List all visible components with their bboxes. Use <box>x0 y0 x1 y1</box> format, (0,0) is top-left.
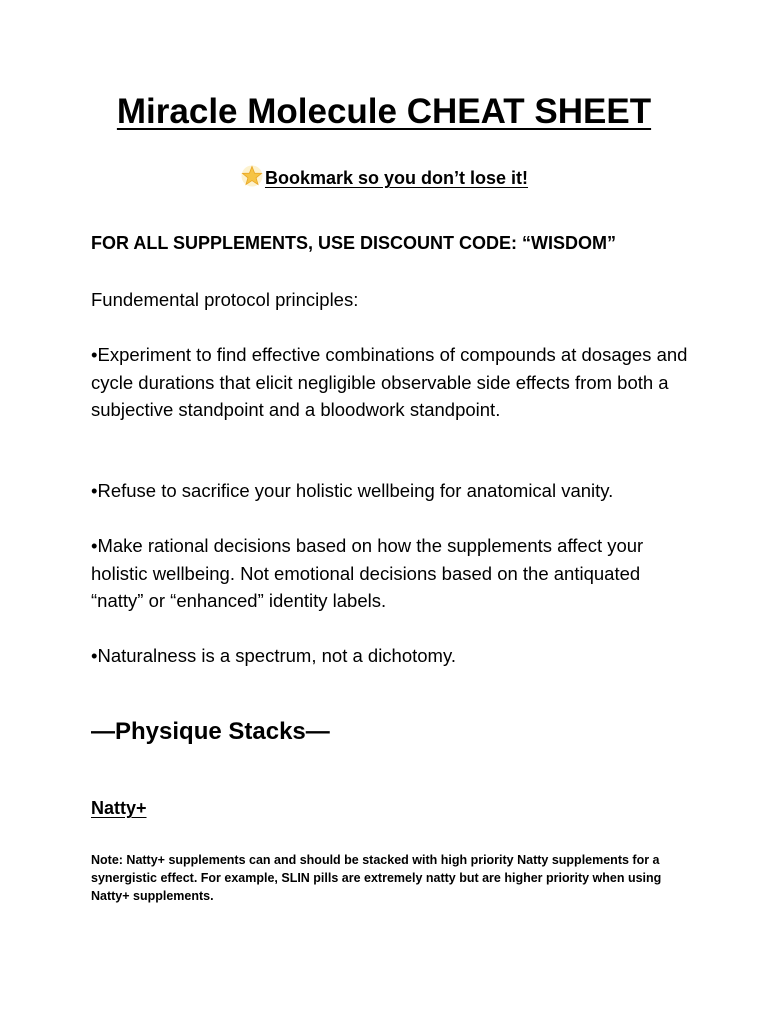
section-heading: —Physique Stacks— <box>91 718 330 745</box>
discount-code-line: FOR ALL SUPPLEMENTS, USE DISCOUNT CODE: “WISDOM” <box>91 233 617 253</box>
principle-item: •Make rational decisions based on how the supplements affect your holistic wellbeing. Not emotional decisions based on the antiquated “natty” or “enhanced” identity labels. <box>91 535 644 611</box>
document-title: Miracle Molecule CHEAT SHEET <box>116 92 652 131</box>
principle-item: •Refuse to sacrifice your holistic wellbeing for anatomical vanity. <box>91 480 614 501</box>
bookmark-text: Bookmark so you don’t lose it! <box>264 168 529 188</box>
note-text: Note: Natty+ supplements can and should be stacked with high priority Natty supplements for a synergistic effect. For example, SLIN pills are extremely natty but are higher priority when using Natty+ supplements. <box>91 853 662 903</box>
star-icon <box>240 164 264 193</box>
subsection-heading: Natty+ <box>91 798 147 818</box>
bookmark-line <box>0 164 768 193</box>
principle-item: •Naturalness is a spectrum, not a dichotomy. <box>91 645 456 666</box>
principle-item: •Experiment to find effective combinations of compounds at dosages and cycle durations that elicit negligible observable side effects from both a subjective standpoint and a bloodwork standpoint. <box>91 344 688 420</box>
principles-heading: Fundemental protocol principles: <box>91 289 359 310</box>
